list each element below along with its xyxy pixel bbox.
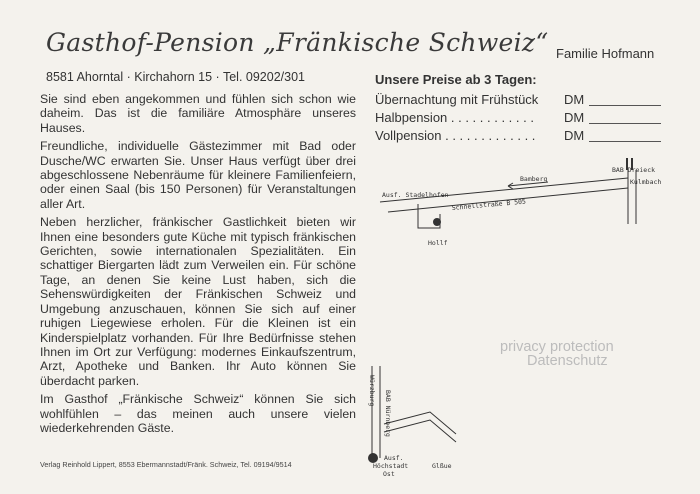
address-line: 8581 Ahorntal · Kirchahorn 15 · Tel. 09202/301 <box>46 70 305 84</box>
hollf-marker <box>433 218 441 226</box>
road-line <box>384 420 456 442</box>
label-bab-dreieck: BAB Dreieck <box>612 166 656 174</box>
label-ausf-stadelhofen: Ausf. Stadelhofen <box>382 191 449 199</box>
paragraph: Sie sind eben angekommen und fühlen sich schon wie daheim. Das ist die familiäre Atmosphäre unseres Hauses. <box>40 92 356 135</box>
label-bab-nurnberg: BAB Nürnberg <box>384 390 392 437</box>
price-currency: DM <box>564 92 585 107</box>
label-ausf: Ausf. <box>384 454 404 462</box>
price-label: Halbpension . . . . . . . . . . . . <box>375 110 534 125</box>
price-label: Vollpension . . . . . . . . . . . . . <box>375 128 536 143</box>
price-label: Übernachtung mit Frühstück <box>375 92 539 107</box>
label-schnellstrasse: Schnellstraße B 505 <box>451 197 527 212</box>
price-currency: DM <box>564 128 585 143</box>
publisher-footer: Verlag Reinhold Lippert, 8553 Ebermannstadt/Fränk. Schweiz, Tel. 09194/9514 <box>40 460 292 469</box>
label-bamberg: Bamberg <box>520 175 548 183</box>
label-hochstadt: Höchstadt <box>373 462 409 470</box>
watermark-line: Datenschutz <box>527 353 608 369</box>
prices-title: Unsere Preise ab 3 Tagen: <box>375 72 537 87</box>
price-currency: DM <box>564 110 585 125</box>
label-glossy: Glßue <box>432 462 452 470</box>
paragraph: Neben herzlicher, fränkischer Gastlichkeit bieten wir Ihnen eine besonders gute Küche mit typisch fränkischen Gerichten, sowie internationalen Spezialitäten. Ein schattiger Biergarten lädt zum Verweilen ein. Für schöne Tage, an denen Sie keine Lust haben, sich die Sehenswürdigkeiten der Fränkischen Schweiz und Umgebung anzuschauen, können Sie sich auf einer ruhigen Liegewiese erholen. Für die Kleinen ist ein Kinderspielplatz vorhanden. Für Ihre Bedürfnisse stehen Ihnen im Ort zur Verfügung: modernes Einkaufszentrum, Arzt, Apotheke und Banken. Ihr Auto können Sie überdacht parken. <box>40 215 356 388</box>
label-kulmbach: Kulmbach <box>630 178 662 186</box>
watermark-line: privacy protection <box>500 339 614 355</box>
label-ost: Ost <box>383 470 395 478</box>
label-wurzburg: Würzburg <box>368 375 376 407</box>
paragraph: Im Gasthof „Fränkische Schweiz“ können Sie sich wohlfühlen – das meinen auch unsere vielen wiederkehrenden Gäste. <box>40 392 356 435</box>
privacy-watermark <box>500 340 614 368</box>
header-title: Gasthof-Pension „Fränkische Schweiz“ <box>46 28 549 57</box>
paragraph: Freundliche, individuelle Gästezimmer mit Bad oder Dusche/WC erwarten Sie. Unser Haus verfügt über drei abgeschlossene Nebenräume für kleinere Familienfeiern, oder einen Saal (bis 150 Personen) für Veranstaltungen aller Art. <box>40 139 356 211</box>
label-hollf: Hollf <box>428 239 448 247</box>
upper-map-marks <box>433 158 633 226</box>
header-family: Familie Hofmann <box>556 46 655 61</box>
